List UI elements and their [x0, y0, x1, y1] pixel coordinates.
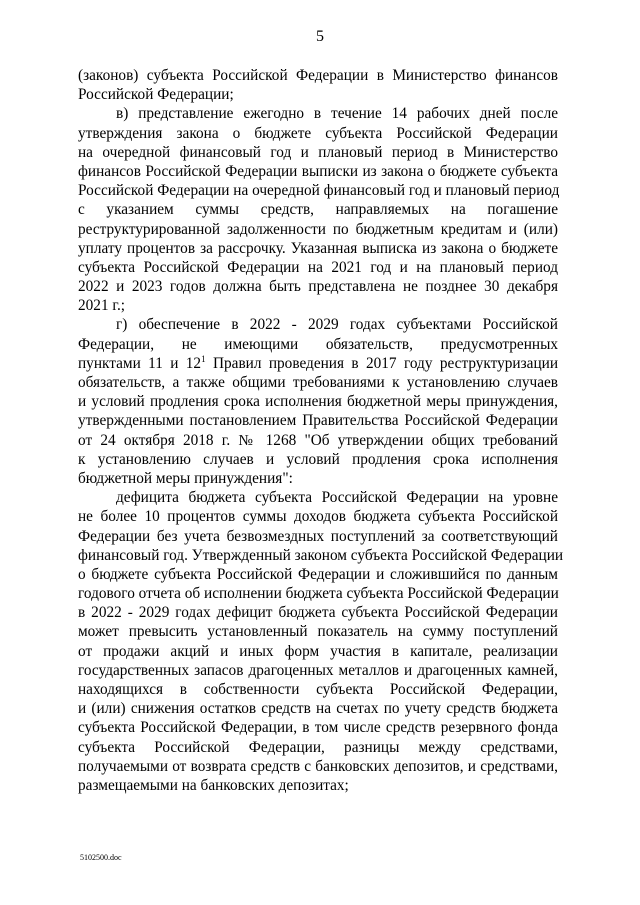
- text-line: от продажи акций и иных форм участия в капитале, реализации: [78, 642, 558, 660]
- text-line: не более 10 процентов суммы доходов бюджета субъекта Российской: [78, 508, 558, 526]
- text-line: уплату процентов за рассрочку. Указанная выписка из закона о бюджете: [78, 239, 558, 257]
- text-line: о бюджете субъекта Российской Федерации и сложившийся по данным: [78, 565, 558, 583]
- text-line: в 2022 - 2029 годах дефицит бюджета субъекта Российской Федерации: [78, 604, 558, 622]
- text-line: Федерации, не имеющими обязательств, предусмотренных: [78, 335, 558, 353]
- text-line: годового отчета об исполнении бюджета субъекта Российской Федерации: [78, 585, 559, 603]
- text-line: финансов Российской Федерации выписки из закона о бюджете субъекта: [78, 162, 558, 180]
- text-line: финансовый год. Утвержденный законом субъекта Российской Федерации: [78, 546, 564, 564]
- text-line: размещаемыми на банковских депозитах;: [78, 776, 349, 794]
- text-segment: Правил проведения в 2017 году реструктуризации: [205, 354, 559, 372]
- text-line: реструктурированной задолженности по бюджетным кредитам и (или): [78, 220, 558, 238]
- text-line: находящихся в собственности субъекта Российской Федерации,: [78, 681, 558, 698]
- text-line: утвержденными постановлением Правительства Российской Федерации: [78, 412, 558, 430]
- text-line: обязательств, а также общими требованиями к установлению случаев: [78, 374, 558, 391]
- text-line: и условий продления срока исполнения бюджетной меры принуждения,: [78, 393, 558, 411]
- text-line: утверждения закона о бюджете субъекта Российской Федерации: [78, 124, 558, 142]
- file-name-footer: 5102500.doc: [80, 853, 122, 862]
- text-line: дефицита бюджета субъекта Российской Федерации на уровне: [116, 489, 558, 507]
- text-line: получаемыми от возврата средств с банковских депозитов, и средствами,: [78, 757, 558, 775]
- text-line: в) представление ежегодно в течение 14 рабочих дней после: [116, 105, 558, 123]
- text-line: к установлению случаев и условий продления срока исполнения: [78, 450, 558, 468]
- page-number: 5: [316, 28, 324, 45]
- text-line: 2021 г.;: [78, 297, 126, 315]
- text-line: Федерации без учета безвозмездных поступлений за соответствующий: [78, 527, 558, 545]
- text-line: (законов) субъекта Российской Федерации в Министерство финансов: [78, 67, 558, 84]
- text-line: бюджетной меры принуждения":: [78, 469, 293, 487]
- text-line: субъекта Российской Федерации, в том числе средств резервного фонда: [78, 719, 558, 737]
- text-line: [78, 354, 558, 373]
- text-line: Российской Федерации;: [78, 86, 234, 104]
- text-line: Российской Федерации на очередной финансовый год и плановый период: [78, 182, 560, 200]
- text-line: может превысить установленный показатель на сумму поступлений: [78, 623, 558, 641]
- text-line: и (или) снижения остатков средств на счетах по учету средств бюджета: [78, 700, 558, 718]
- text-segment: пунктами 11 и 12: [78, 354, 202, 372]
- text-line: на очередной финансовый год и плановый период в Министерство: [78, 143, 558, 161]
- document-body: [78, 66, 564, 795]
- text-line: от 24 октября 2018 г. № 1268 "Об утверждении общих требований: [78, 431, 558, 449]
- text-line: с указанием суммы средств, направляемых на погашение: [78, 201, 558, 219]
- footnote-superscript: 1: [201, 353, 206, 364]
- text-line: 2022 и 2023 годов должна быть представлена не позднее 30 декабря: [78, 278, 558, 296]
- text-line: субъекта Российской Федерации, разницы между средствами,: [78, 738, 558, 756]
- text-line: субъекта Российской Федерации на 2021 год и на плановый период: [78, 258, 558, 276]
- text-line: г) обеспечение в 2022 - 2029 годах субъектами Российской: [116, 316, 558, 334]
- text-line: государственных запасов драгоценных металлов и драгоценных камней,: [78, 661, 558, 679]
